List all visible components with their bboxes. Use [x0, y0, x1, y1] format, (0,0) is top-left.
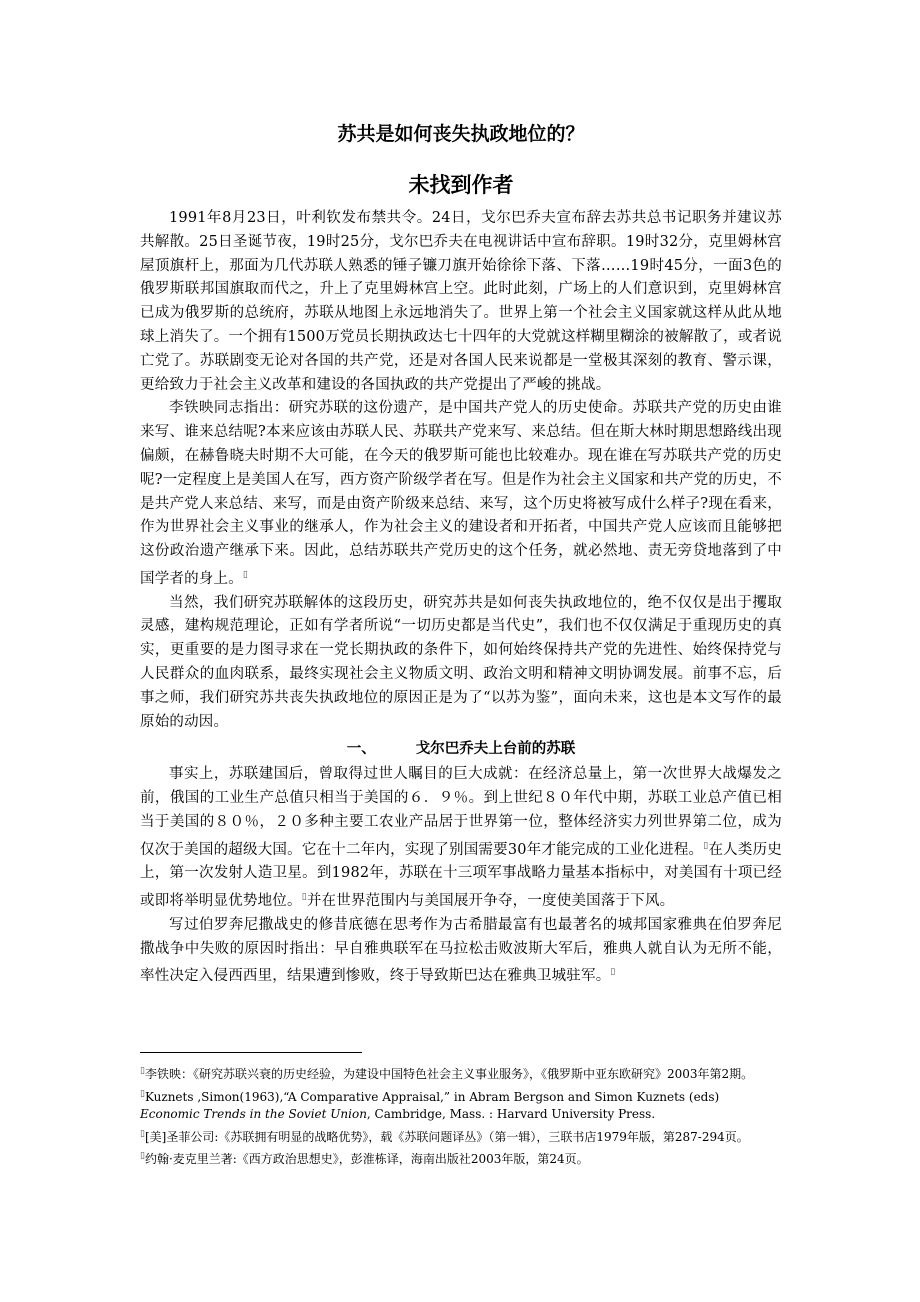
- footnote-marker: ▯: [140, 1088, 145, 1099]
- section-heading: [140, 737, 782, 761]
- footnotes: [140, 1063, 782, 1171]
- footnote-3: [140, 1126, 782, 1147]
- footnote-text: Kuznets ,Simon(1963),“A Comparative Appraisal,” in Abram Bergson and Simon Kuznets (eds): [144, 1089, 720, 1104]
- paragraph-intro: 1991年8月23日，叶利钦发布禁共令。24日，戈尔巴乔夫宣布辞去苏共总书记职务并建议苏共解散。25日圣诞节夜，19时25分，戈尔巴乔夫在电视讲话中宣布辞职。19时32分，克里姆林宫屋顶旗杆上，那面为几代苏联人熟悉的锤子镰刀旗开始徐徐下落、下落……19时45分，一面3色的俄罗斯联邦国旗取而代之，升上了克里姆林宫上空。此时此刻，广场上的人们意识到，克里姆林宫已成为俄罗斯的总统府，苏联从地图上永远地消失了。世界上第一个社会主义国家就这样从此从地球上消失了。一个拥有1500万党员长期执政达七十四年的大党就这样糊里糊涂的被解散了，或者说亡党了。苏联剧变无论对各国的共产党，还是对各国人民来说都是一堂极其深刻的教育、警示课，更给致力于社会主义改革和建设的各国执政的共产党提出了严峻的挑战。: [140, 210, 782, 393]
- footnote-text: [美]圣菲公司:《苏联拥有明显的战略优势》，载《苏联问题译丛》（第一辑），三联书店1979年版，第287-294页。: [144, 1129, 749, 1144]
- document-title: 苏共是如何丧失执政地位的？: [337, 123, 585, 145]
- footnote-text: 约翰·麦克里兰著:《西方政治思想史》，彭淮栋译，海南出版社2003年版，第24页。: [144, 1152, 589, 1166]
- paragraph-achievements: [140, 763, 782, 913]
- paragraph-thucydides: [140, 914, 782, 989]
- footnote-marker-4: ▯: [610, 967, 616, 978]
- footnote-divider: [140, 1052, 362, 1053]
- footnote-4: [140, 1148, 782, 1169]
- footnote-1: [140, 1063, 782, 1084]
- document-body: [140, 207, 782, 989]
- footnote-marker-2: ▯: [703, 840, 709, 851]
- paragraph-text: 事实上，苏联建国后，曾取得过世人瞩目的巨大成就：在经济总量上，第一次世界大战爆发之前，俄国的工业生产总值只相当于美国的６．９％。到上世纪８０年代中期，苏联工业总产值已相当于美国的８０％，２０多种主要工农业产品居于世界第一位，整体经济实力列世界第二位，成为仅次于美国的超级大国。它在十二年内，实现了别国需要30年才能完成的工业化进程。: [140, 766, 782, 858]
- section-number: 一、: [346, 741, 376, 758]
- footnote-marker-3: ▯: [301, 892, 307, 903]
- paragraph-motivation: 当然，我们研究苏联解体的这段历史，研究苏共是如何丧失执政地位的，绝不仅仅是出于攫取灵感，建构规范理论，正如有学者所说“一切历史都是当代史”，我们也不仅仅满足于重现历史的真实，更重要的是力图寻求在一党长期执政的条件下，如何始终保持共产党的先进性、始终保持党与人民群众的血肉联系，最终实现社会主义物质文明、政治文明和精神文明协调发展。前事不忘，后事之师，我们研究苏共丧失执政地位的原因正是为了“以苏为鉴”，面向未来，这也是本文写作的最原始的动因。: [140, 594, 782, 730]
- paragraph-text: 写过伯罗奔尼撒战史的修昔底德在思考作为古希腊最富有也最著名的城邦国家雅典在伯罗奔尼撒战争中失败的原因时指出：早自雅典联军在马拉松击败波斯大军后，雅典人就自认为无所不能，率性决定入侵西西里，结果遭到惨败，终于导致斯巴达在雅典卫城驻军。: [140, 916, 782, 985]
- paragraph-text: 李铁映同志指出：研究苏联的这份遗产，是中国共产党人的历史使命。苏联共产党的历史由谁来写、谁来总结呢?本来应该由苏联人民、苏联共产党来写、来总结。但在斯大林时期思想路线出现偏颇，在赫鲁晓夫时期不大可能，在今天的俄罗斯可能也比较难办。现在谁在写苏联共产党的历史呢?一定程度上是美国人在写，西方资产阶级学者在写。但是作为社会主义国家和共产党的历史，不是共产党人来总结、来写，而是由资产阶级来总结、来写，这个历史将被写成什么样子?现在看来，作为世界社会主义事业的继承人，作为社会主义的建设者和开拓者，中国共产党人应该而且能够把这份政治遗产继承下来。因此，总结苏联共产党历史的这个任务，就必然地、责无旁贷地落到了中国学者的身上。: [140, 400, 782, 587]
- paragraph-text: 并在世界范围内与美国展开争夺，一度使美国落于下风。: [306, 893, 675, 909]
- footnote-text: , Cambridge, Mass. : Harvard University Press.: [366, 1107, 656, 1121]
- paragraph-text: 在人类历史上，第一次发射人造卫星。到1982年，苏联在十三项军事战略力量基本指标中，对美国有十项已经或即将举明显优势地位。: [140, 841, 783, 909]
- footnote-text: 李铁映：《研究苏联兴衰的历史经验，为建设中国特色社会主义事业服务》，《俄罗斯中亚东欧研究》2003年第2期。: [144, 1067, 754, 1081]
- footnote-marker-1: ▯: [242, 569, 249, 580]
- footnote-book-title: Economic Trends in the Soviet Union: [140, 1107, 367, 1121]
- document-author: 未找到作者: [408, 173, 514, 197]
- paragraph-li-tieying: [140, 397, 782, 591]
- section-title: 戈尔巴乔夫上台前的苏联: [415, 741, 576, 758]
- footnote-marker: ▯: [140, 1128, 145, 1139]
- footnote-marker: ▯: [140, 1151, 145, 1161]
- footnote-2: [140, 1086, 782, 1124]
- footnote-marker: ▯: [140, 1066, 145, 1076]
